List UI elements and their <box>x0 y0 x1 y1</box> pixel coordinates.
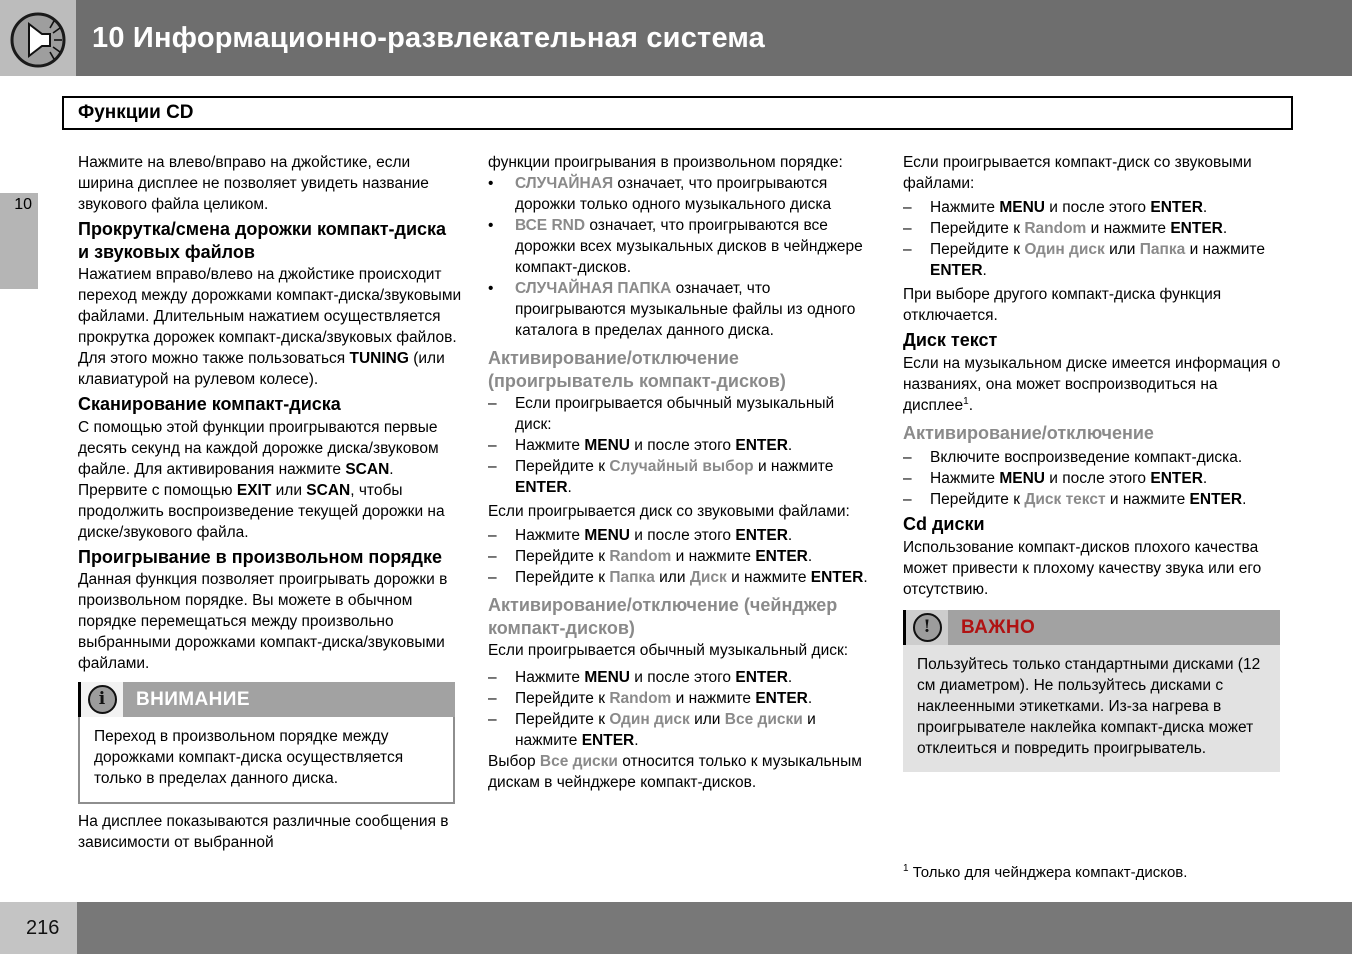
exclamation-icon: ! <box>913 613 942 642</box>
menu-item-name: Random <box>1024 220 1087 237</box>
list-item <box>488 278 872 341</box>
gray-subheading: Активирование/отключение (чейнджер компакт-дисков) <box>488 595 838 638</box>
list-item <box>903 468 1287 489</box>
subheading: Проигрывание в произвольном порядке <box>78 546 442 567</box>
exclamation-icon <box>903 610 948 645</box>
paragraph: Если на музыкальном диске имеется информация о названиях, она может воспроизводиться на дисплее$^1$. <box>903 354 1281 414</box>
subheading: Cd диски <box>903 514 985 534</box>
paragraph: Если проигрывается обычный музыкальный диск: <box>488 642 849 659</box>
dash-list <box>488 393 872 498</box>
dash-list <box>903 197 1287 281</box>
footer-bar <box>0 902 1352 954</box>
list-item <box>903 489 1287 510</box>
bold-text: MENU <box>999 470 1045 487</box>
bold-text: ENTER <box>1150 199 1203 216</box>
list-item <box>488 393 872 435</box>
column-2 <box>488 152 872 793</box>
subheading: Диск текст <box>903 330 998 350</box>
bold-text: ENTER <box>735 437 788 454</box>
section-title-box <box>62 96 1293 130</box>
speaker-icon <box>0 0 76 76</box>
list-item-text: Перейдите к Random и нажмите ENTER. <box>515 548 813 565</box>
chapter-header <box>0 0 1352 76</box>
list-item-text: ВСЕ RND означает, что проигрываются все дорожки всех музыкальных дисков в чейнджере компакт-дисков. <box>515 217 863 276</box>
section-title: Функции CD <box>78 102 194 123</box>
bold-text: SCAN <box>306 481 351 499</box>
list-item-text: Перейдите к Диск текст и нажмите ENTER. <box>930 491 1247 508</box>
menu-item-name: СЛУЧАЙНАЯ ПАПКА <box>515 280 672 297</box>
list-item <box>903 447 1287 468</box>
chapter-title-bar <box>76 0 1352 76</box>
bold-text: ENTER <box>1150 470 1203 487</box>
list-marker: – <box>488 711 497 728</box>
menu-item-name: Случайный выбор <box>609 458 754 475</box>
callout-title: ВАЖНО <box>948 610 1280 645</box>
paragraph: Нажмите на влево/вправо на джойстике, если ширина дисплее не позволяет увидеть название звукового файла целиком. <box>78 154 429 213</box>
list-item <box>488 667 872 688</box>
callout-header <box>78 682 455 717</box>
bold-text: ENTER <box>930 262 983 279</box>
callout-header <box>903 610 1280 645</box>
page-number: 216 <box>0 902 77 954</box>
menu-item-name: Random <box>609 690 672 707</box>
list-marker: • <box>488 175 494 192</box>
list-item <box>488 688 872 709</box>
menu-item-name: Один диск <box>609 711 690 728</box>
paragraph: функции проигрывания в произвольном порядке: <box>488 154 843 171</box>
bold-text: EXIT <box>236 481 272 499</box>
paragraph: С помощью этой функции проигрываются первые десять секунд на каждой дорожке диска/звуковом файле. Для активирования нажмите SCAN. Прервите с помощью EXIT или SCAN, чтобы продолжить воспроизведение текущей дорожки на диске/звукового файла. <box>78 418 445 541</box>
superscript-ref: 1 <box>963 395 969 407</box>
bold-text: ENTER <box>1189 491 1243 508</box>
bold-text: ENTER <box>515 479 568 496</box>
bold-text: SCAN <box>345 460 390 478</box>
list-marker: – <box>488 458 497 475</box>
paragraph: При выборе другого компакт-диска функция отключается. <box>903 286 1222 324</box>
dash-list <box>488 667 872 751</box>
list-item <box>903 239 1287 281</box>
list-marker: – <box>488 690 497 707</box>
list-marker: – <box>488 669 497 686</box>
bold-text: ENTER <box>1170 220 1223 237</box>
list-item <box>488 456 872 498</box>
chapter-title: 10 Информационно-развлекательная система <box>92 21 765 54</box>
menu-item-name: Один диск <box>1024 241 1105 258</box>
list-marker: – <box>488 548 497 565</box>
menu-item-name: Диск текст <box>1024 491 1106 508</box>
bold-text: ENTER <box>735 527 788 544</box>
list-item-text: Перейдите к Случайный выбор и нажмите ENTER. <box>515 458 834 496</box>
list-item-text: СЛУЧАЙНАЯ означает, что проигрываются дорожки только одного музыкального диска <box>515 175 832 213</box>
list-marker: – <box>488 395 497 412</box>
important-box <box>903 610 1280 772</box>
list-marker: • <box>488 217 494 234</box>
list-marker: • <box>488 280 494 297</box>
attention-box <box>78 682 455 804</box>
list-item <box>488 567 872 588</box>
list-item-text: Перейдите к Папка или Диск и нажмите ENTER. <box>515 569 868 586</box>
paragraph: На дисплее показываются различные сообщения в зависимости от выбранной <box>78 813 449 851</box>
bold-text: ENTER <box>755 548 808 565</box>
list-item-text: СЛУЧАЙНАЯ ПАПКА означает, что проигрываются музыкальные файлы из одного каталога в пределах данного диска. <box>515 280 856 339</box>
bold-text: ENTER <box>581 732 635 749</box>
list-item-text: Перейдите к Один диск или Все диски и нажмите ENTER. <box>515 711 816 749</box>
gray-subheading: Активирование/отключение <box>903 422 1154 443</box>
list-item-text: Перейдите к Один диск или Папка и нажмите ENTER. <box>930 241 1265 279</box>
callout-title: ВНИМАНИЕ <box>123 682 455 717</box>
menu-item-name: Диск <box>689 569 727 586</box>
list-item <box>488 525 872 546</box>
list-item-text: Нажмите MENU и после этого ENTER. <box>515 669 793 686</box>
list-marker: – <box>488 437 497 454</box>
menu-item-name: Папка <box>1139 241 1186 258</box>
list-marker: – <box>903 220 912 237</box>
bold-text: ENTER <box>755 690 808 707</box>
menu-item-name: ВСЕ RND <box>515 217 586 234</box>
menu-item-name: Все диски <box>539 753 618 770</box>
list-item-text: Перейдите к Random и нажмите ENTER. <box>930 220 1228 237</box>
list-item <box>488 173 872 215</box>
list-item-text: Нажмите MENU и после этого ENTER. <box>930 199 1208 216</box>
footnote-marker: 1 <box>903 863 909 874</box>
menu-item-name: СЛУЧАЙНАЯ <box>515 175 614 192</box>
dash-list <box>488 525 872 588</box>
bold-text: MENU <box>999 199 1045 216</box>
bold-text: ENTER <box>735 669 788 686</box>
list-marker: – <box>903 199 912 216</box>
list-marker: – <box>903 241 912 258</box>
info-icon: i <box>88 685 117 714</box>
column-3 <box>903 152 1287 772</box>
bold-text: MENU <box>584 669 630 686</box>
paragraph: Использование компакт-дисков плохого качества может привести к плохому качеству звука или его отсутствию. <box>903 538 1262 598</box>
menu-item-name: Все диски <box>724 711 803 728</box>
paragraph: Нажатием вправо/влево на джойстике происходит переход между дорожками компакт-диска/звуковыми файлами. Длительным нажатием осуществляется прокрутка дорожек компакт-диска/звуковых файлов. Для этого можно также пользоваться TUNING (или клавиатурой на рулевом колесе). <box>78 266 462 388</box>
paragraph: Если проигрывается компакт-диск со звуковыми файлами: <box>903 154 1252 192</box>
bold-text: MENU <box>584 527 630 544</box>
list-marker: – <box>903 470 912 487</box>
subheading: Сканирование компакт-диска <box>78 394 341 414</box>
list-item-text: Нажмите MENU и после этого ENTER. <box>515 437 793 454</box>
subheading: Прокрутка/смена дорожки компакт-диска и звуковых файлов <box>78 219 447 262</box>
bold-text: TUNING <box>349 350 409 367</box>
paragraph: Данная функция позволяет проигрывать дорожки в произвольном порядке. Вы можете в обычном порядке перемещаться между произвольно выбранными дорожками компакт-диска/звуковыми файлами. <box>78 571 448 672</box>
list-marker: – <box>903 491 912 508</box>
footnote <box>903 863 1187 883</box>
list-item-text: Нажмите MENU и после этого ENTER. <box>930 470 1208 487</box>
gray-subheading: Активирование/отключение (проигрыватель компакт-дисков) <box>488 348 786 391</box>
list-item <box>903 218 1287 239</box>
chapter-side-tab: 10 <box>0 193 38 289</box>
list-item <box>903 197 1287 218</box>
list-marker: – <box>488 527 497 544</box>
paragraph: Если проигрывается диск со звуковыми файлами: <box>488 503 850 520</box>
list-item <box>488 215 872 278</box>
callout-body: Пользуйтесь только стандартными дисками (12 см диаметром). Не пользуйтесь дисками с наклеенными этикетками. Из-за нагрева в проигрывателе наклейка компакт-диска может отклеиться и повредить проигрыватель. <box>903 645 1280 772</box>
list-item <box>488 435 872 456</box>
menu-item-name: Random <box>609 548 672 565</box>
paragraph: Выбор Все диски относится только к музыкальным дискам в чейнджере компакт-дисков. <box>488 753 862 791</box>
info-icon <box>78 682 123 717</box>
footnote-text: Только для чейнджера компакт-дисков. <box>908 864 1188 881</box>
bullet-list <box>488 173 872 341</box>
callout-body: Переход в произвольном порядке между дорожками компакт-диска осуществляется только в пределах данного диска. <box>78 717 455 804</box>
list-item-text: Перейдите к Random и нажмите ENTER. <box>515 690 813 707</box>
column-1 <box>78 152 462 853</box>
menu-item-name: Папка <box>609 569 655 586</box>
list-item-text: Если проигрывается обычный музыкальный диск: <box>515 395 835 433</box>
list-item <box>488 546 872 567</box>
bold-text: MENU <box>584 437 630 454</box>
list-marker: – <box>903 449 912 466</box>
dash-list <box>903 447 1287 510</box>
list-item-text: Включите воспроизведение компакт-диска. <box>930 449 1243 466</box>
list-marker: – <box>488 569 497 586</box>
bold-text: ENTER <box>810 569 864 586</box>
list-item-text: Нажмите MENU и после этого ENTER. <box>515 527 793 544</box>
list-item <box>488 709 872 751</box>
